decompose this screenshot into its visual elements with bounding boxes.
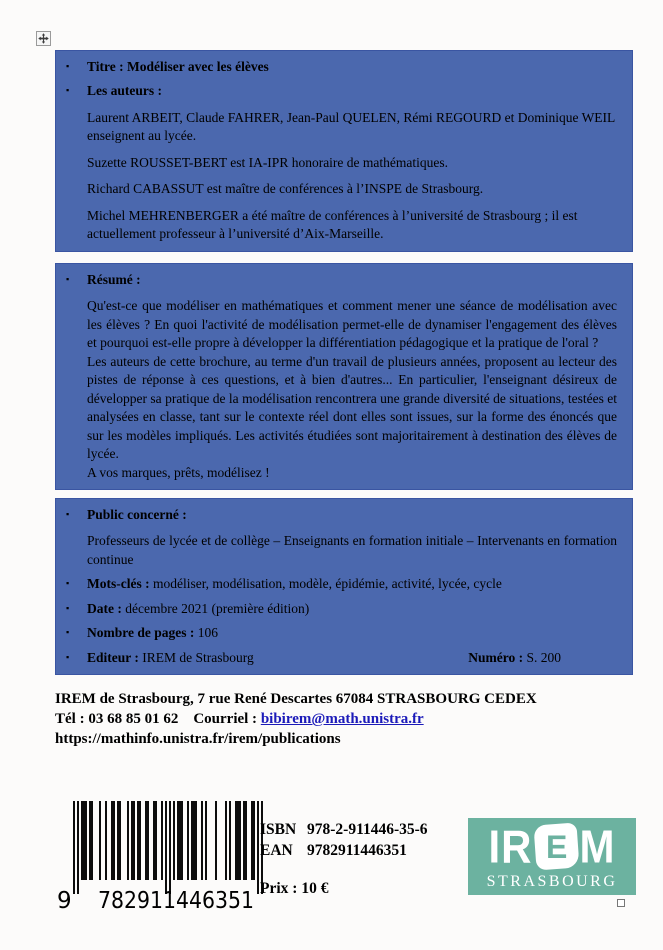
resume-box [55, 263, 633, 490]
resume-heading: Résumé : [87, 272, 141, 287]
irem-strasbourg-logo [468, 818, 636, 895]
bullet-icon: ▪ [66, 85, 70, 96]
publisher-label: Editeur : [87, 649, 139, 665]
date-value: décembre 2021 (première édition) [125, 600, 310, 616]
phone-email-line [55, 709, 537, 729]
courriel-label: Courriel : [193, 711, 258, 727]
isbn-value: 978-2-911446-35-6 [307, 821, 428, 838]
svg-text:9: 9 [57, 888, 72, 911]
public-text: Professeurs de lycée et de collège – Enseignants en formation initiale – Intervenants en formation continue [87, 533, 617, 567]
ean-value: 9782911446351 [307, 842, 407, 859]
ean-label: EAN [260, 842, 293, 859]
author-paragraph: Suzette ROUSSET-BERT est IA-IPR honoraire de mathématiques. [87, 154, 449, 170]
isbn-price-block [260, 819, 428, 899]
svg-text:446351: 446351 [176, 888, 254, 911]
isbn-label: ISBN [260, 821, 297, 838]
keywords-value: modéliser, modélisation, modèle, épidémie, activité, lycée, cycle [152, 576, 502, 592]
ean13-barcode [57, 799, 269, 911]
resume-closing-line: A vos marques, prêts, modélisez ! [87, 464, 270, 480]
pages-line [87, 624, 218, 642]
logo-letter-m: M [579, 820, 616, 872]
pages-label: Nombre de pages : [87, 625, 195, 641]
bullet-icon: ▪ [66, 61, 70, 71]
date-label: Date : [87, 600, 122, 616]
publisher-contact-block [55, 689, 537, 749]
ean-line [260, 840, 428, 861]
resize-handle[interactable] [617, 899, 625, 907]
publisher-line [87, 649, 468, 667]
phone-number: Tél : 03 68 85 01 62 [55, 711, 179, 727]
info-box [55, 498, 633, 675]
address-line: IREM de Strasbourg, 7 rue René Descartes 67084 STRASBOURG CEDEX [55, 691, 537, 707]
number-line [468, 649, 561, 667]
website-line: https://mathinfo.unistra.fr/irem/publications [55, 731, 341, 747]
svg-text:782911: 782911 [98, 888, 176, 911]
bullet-icon: ▪ [66, 602, 70, 613]
author-paragraph: Richard CABASSUT est maître de conférences à l’INSPE de Strasbourg. [87, 181, 484, 197]
price-line: Prix : 10 € [260, 880, 329, 897]
bullet-icon: ▪ [66, 627, 70, 638]
table-move-handle[interactable] [36, 31, 51, 46]
pages-value: 106 [197, 625, 218, 641]
move-arrows-icon [38, 33, 49, 44]
number-value: S. 200 [526, 649, 561, 665]
barcode-image [57, 799, 269, 911]
keywords-label: Mots-clés : [87, 576, 150, 592]
logo-wordmark [488, 820, 616, 872]
bullet-icon: ▪ [66, 509, 70, 519]
email-link[interactable]: bibirem@math.unistra.fr [260, 711, 424, 727]
public-heading: Public concerné : [87, 507, 187, 522]
authors-heading: Les auteurs : [87, 83, 162, 99]
bullet-icon: ▪ [66, 274, 70, 284]
logo-subtitle: STRASBOURG [486, 872, 618, 890]
date-line [87, 600, 309, 618]
bullet-icon: ▪ [66, 578, 70, 589]
publisher-value: IREM de Strasbourg [142, 649, 254, 665]
logo-letters-ir: IR [488, 820, 533, 872]
bullet-icon: ▪ [66, 651, 70, 662]
isbn-line [260, 819, 428, 840]
number-label: Numéro : [468, 649, 524, 665]
title-authors-box [55, 50, 633, 252]
keywords-line [87, 575, 502, 593]
title-line: Titre : Modéliser avec les élèves [87, 59, 269, 74]
resume-paragraph: Qu'est-ce que modéliser en mathématiques et comment mener une séance de modélisation avec les élèves ? En quoi l'activité de modélisation permet-elle de dynamiser l'engagement des élèves et pourquoi est-elle propre à développer la différentiation pédagogique et la pratique de l'oral ? [87, 298, 617, 351]
author-paragraph: Laurent ARBEIT, Claude FAHRER, Jean-Paul QUELEN, Rémi REGOURD et Dominique WEIL enseignent au lycée. [87, 109, 615, 144]
logo-e-badge-icon [533, 823, 579, 871]
logo-letter-e: E [545, 828, 567, 865]
resume-paragraph: Les auteurs de cette brochure, au terme d'un travail de plusieurs années, proposent au lecteur des pistes de réponse à ces questions, et à bien d'autres... En particulier, l'enseignant désireux de développer sa pratique de la modélisation rencontrera une grande diversité de situations, testées et analysées en classe, tant sur le contexte réel dont elles sont issues, sur la forme des énoncés que sur les modèles impliqués. Les activités étudiées sont majoritairement à destination des élèves de lycée. [87, 353, 617, 462]
author-paragraph: Michel MEHRENBERGER a été maître de conférences à l’université de Strasbourg ; il est actuellement professeur à l’université d’Aix-Marseille. [87, 207, 578, 242]
